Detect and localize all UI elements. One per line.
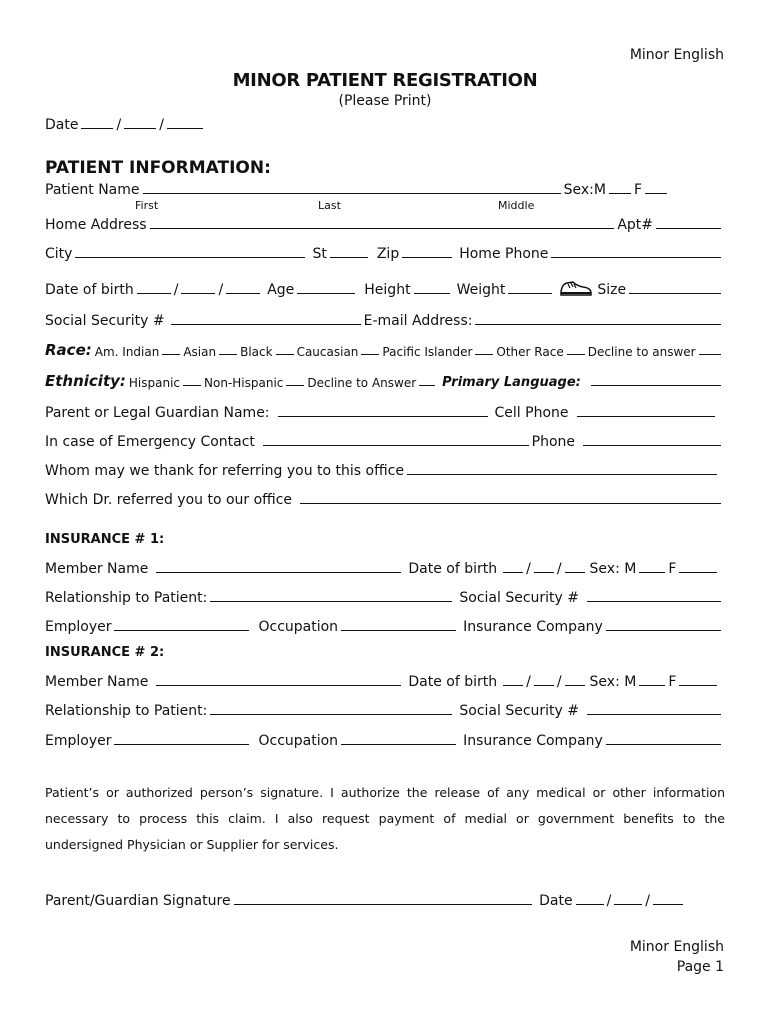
ins2-dob-day-field[interactable] (534, 685, 554, 686)
dob-year-field[interactable] (226, 293, 260, 294)
weight-field[interactable] (508, 293, 552, 294)
home-address-field[interactable] (150, 228, 615, 229)
home-address-row: Home Address Apt# (45, 213, 724, 233)
home-phone-field[interactable] (551, 257, 721, 258)
footer-form-name: Minor English (629, 939, 724, 955)
top-right-label: Minor English (629, 47, 724, 63)
ins1-member-name-field[interactable] (156, 572, 401, 573)
footer-page-number: Page 1 (676, 959, 724, 975)
sex-m-field[interactable] (609, 193, 631, 194)
ins2-ssn-field[interactable] (587, 714, 721, 715)
ins2-relationship-field[interactable] (210, 714, 452, 715)
shoe-icon (559, 278, 593, 298)
ins2-relationship-row: Relationship to Patient: Social Security # (45, 699, 724, 719)
ins1-dob-month-field[interactable] (503, 572, 523, 573)
ssn-field[interactable] (171, 324, 361, 325)
race-asian[interactable]: Asian (183, 345, 217, 359)
dob-month-field[interactable] (137, 293, 171, 294)
referral-thanks-row: Whom may we thank for referring you to this office (45, 459, 720, 479)
ins1-member-row: Member Name Date of birth / / Sex: M F (45, 557, 720, 577)
ssn-email-row: Social Security # E-mail Address: (45, 309, 724, 329)
ins2-member-row: Member Name Date of birth / / Sex: M F (45, 670, 720, 690)
ethnicity-non-hispanic[interactable]: Non-Hispanic (204, 376, 284, 390)
race-am-indian[interactable]: Am. Indian (94, 345, 160, 359)
ins1-relationship-row: Relationship to Patient: Social Security # (45, 586, 724, 606)
ins2-occupation-field[interactable] (341, 744, 456, 745)
ins2-dob-year-field[interactable] (565, 685, 585, 686)
emergency-row: In case of Emergency Contact Phone (45, 430, 724, 450)
ins1-dob-day-field[interactable] (534, 572, 554, 573)
ethnicity-row (45, 370, 724, 390)
name-part-middle: Middle (498, 199, 535, 212)
signature-date-year-field[interactable] (653, 904, 683, 905)
shoe-size-field[interactable] (629, 293, 721, 294)
race-decline[interactable]: Decline to answer (587, 345, 696, 359)
patient-name-field[interactable] (143, 193, 561, 194)
guardian-row: Parent or Legal Guardian Name: Cell Phone (45, 401, 718, 421)
signature-row: Parent/Guardian Signature Date / / (45, 889, 686, 909)
race-black[interactable]: Black (240, 345, 273, 359)
referral-thanks-field[interactable] (407, 474, 717, 475)
form-title: MINOR PATIENT REGISTRATION (232, 70, 538, 91)
age-field[interactable] (297, 293, 355, 294)
name-part-last: Last (318, 199, 341, 212)
date-day-field[interactable] (124, 128, 156, 129)
ins2-dob-month-field[interactable] (503, 685, 523, 686)
ins1-employer-field[interactable] (114, 630, 249, 631)
signature-field[interactable] (234, 904, 533, 905)
zip-field[interactable] (402, 257, 452, 258)
city-field[interactable] (75, 257, 305, 258)
insurance-1-heading: INSURANCE # 1: (45, 532, 165, 547)
form-subtitle: (Please Print) (338, 93, 432, 109)
authorization-text: Patient’s or authorized person’s signature. I authorize the release of any medical or other information necessary to process this claim. I also request payment of medial or government benefits to the undersigned Physician or Supplier for services. (45, 785, 725, 852)
ins2-sex-f-field[interactable] (679, 685, 717, 686)
state-field[interactable] (330, 257, 368, 258)
patient-name-row: Patient Name Sex:M F (45, 178, 670, 198)
ins1-sex-m-field[interactable] (639, 572, 665, 573)
height-field[interactable] (414, 293, 450, 294)
race-label: Race: (45, 341, 92, 359)
name-part-first: First (135, 199, 159, 212)
guardian-name-field[interactable] (278, 416, 488, 417)
referral-dr-row: Which Dr. referred you to our office (45, 488, 724, 508)
date-year-field[interactable] (167, 128, 203, 129)
ins1-employer-row: Employer Occupation Insurance Company (45, 615, 724, 635)
ins1-ssn-field[interactable] (587, 601, 721, 602)
date-month-field[interactable] (81, 128, 113, 129)
apt-field[interactable] (656, 228, 721, 229)
ins2-company-field[interactable] (606, 744, 721, 745)
ins2-employer-field[interactable] (114, 744, 249, 745)
ins1-sex-f-field[interactable] (679, 572, 717, 573)
ins2-employer-row: Employer Occupation Insurance Company (45, 729, 724, 749)
race-other[interactable]: Other Race (496, 345, 564, 359)
ins1-company-field[interactable] (606, 630, 721, 631)
ins1-dob-year-field[interactable] (565, 572, 585, 573)
ethnicity-decline[interactable]: Decline to Answer (307, 376, 417, 390)
cell-phone-field[interactable] (577, 416, 715, 417)
signature-date-month-field[interactable] (576, 904, 604, 905)
ins1-occupation-field[interactable] (341, 630, 456, 631)
referral-dr-field[interactable] (300, 503, 721, 504)
city-row: City St Zip Home Phone (45, 242, 724, 262)
email-field[interactable] (475, 324, 721, 325)
primary-language-label: Primary Language: (442, 375, 581, 390)
signature-date-day-field[interactable] (614, 904, 642, 905)
sex-f-field[interactable] (645, 193, 667, 194)
dob-row: Date of birth / / Age Height Weight Size (45, 278, 724, 298)
ethnicity-label: Ethnicity: (45, 372, 126, 390)
ins1-relationship-field[interactable] (210, 601, 452, 602)
dob-day-field[interactable] (181, 293, 215, 294)
date-label: Date (45, 117, 79, 133)
emergency-phone-field[interactable] (583, 445, 721, 446)
patient-info-heading: PATIENT INFORMATION: (45, 158, 271, 178)
race-row (45, 339, 724, 359)
ethnicity-hispanic[interactable]: Hispanic (128, 376, 181, 390)
date-row: Date / / (45, 113, 215, 133)
race-caucasian[interactable]: Caucasian (296, 345, 359, 359)
ins2-member-name-field[interactable] (156, 685, 401, 686)
primary-language-field[interactable] (591, 385, 721, 386)
race-pacific-islander[interactable]: Pacific Islander (382, 345, 473, 359)
insurance-2-heading: INSURANCE # 2: (45, 645, 165, 660)
ins2-sex-m-field[interactable] (639, 685, 665, 686)
emergency-contact-field[interactable] (263, 445, 529, 446)
